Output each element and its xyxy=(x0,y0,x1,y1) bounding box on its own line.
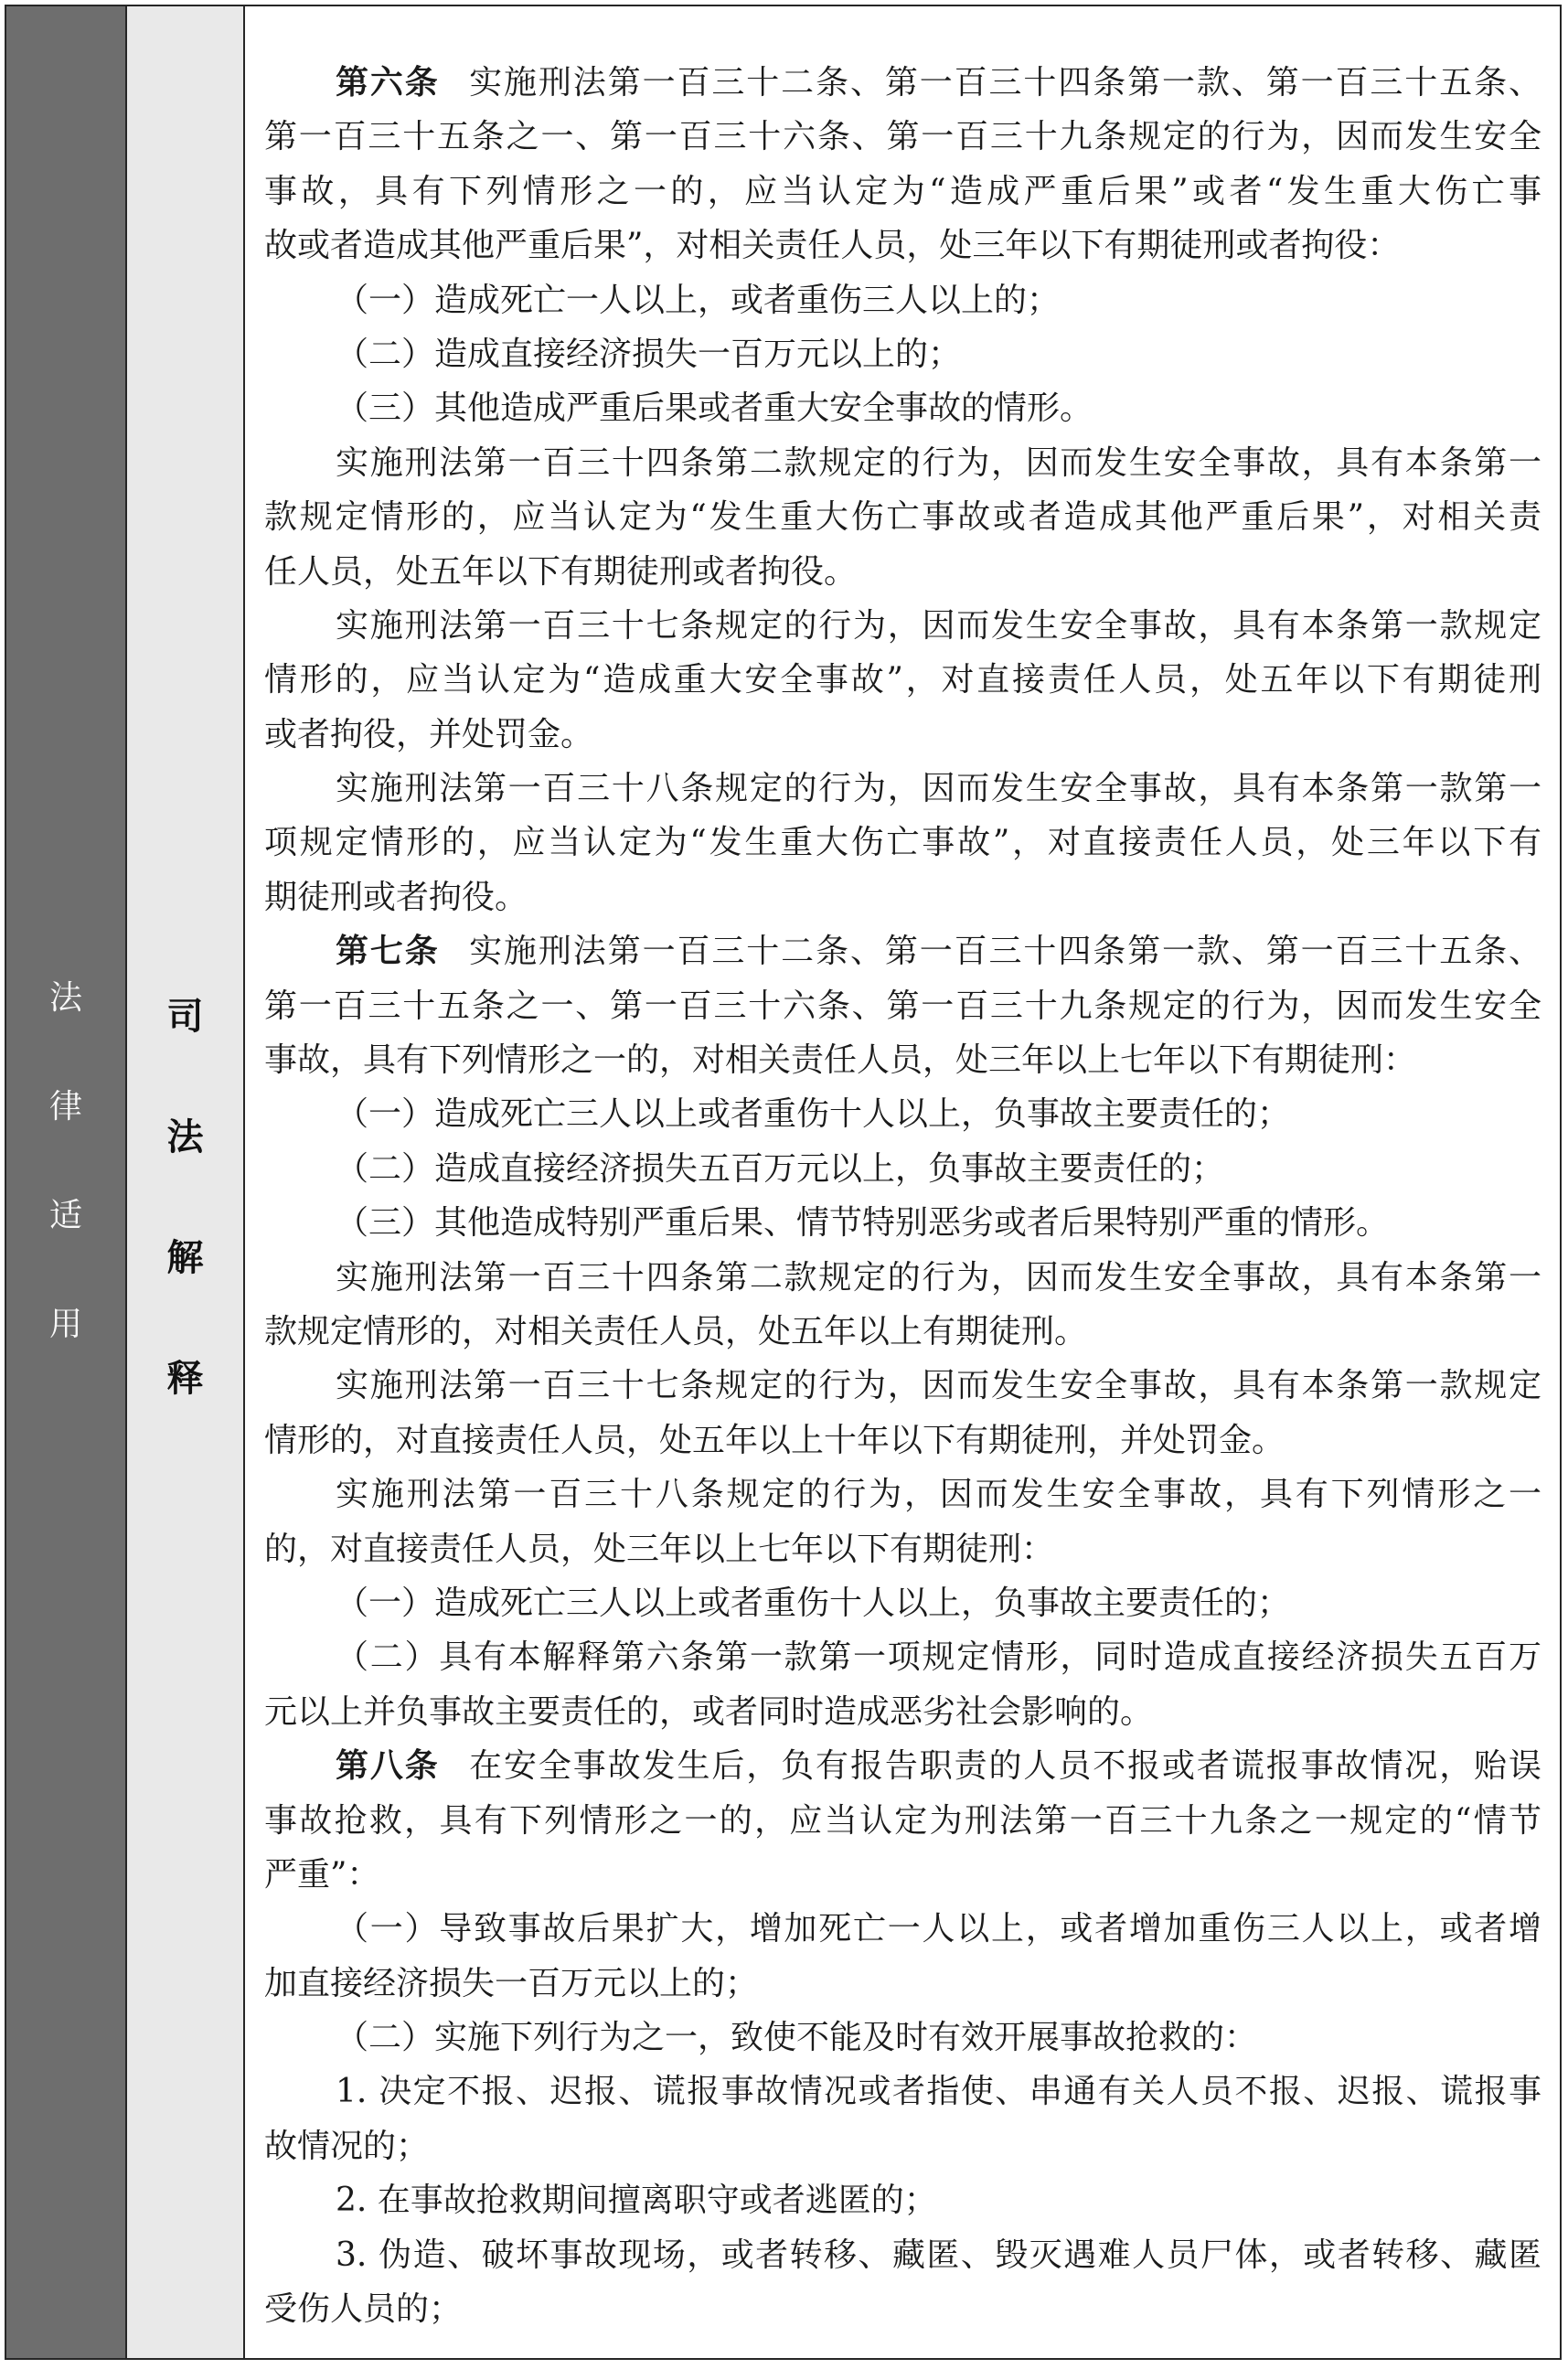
text-line: （二）造成直接经济损失五百万元以上，负事故主要责任的； xyxy=(336,1149,1225,1188)
law-table xyxy=(5,5,1562,2360)
paragraph xyxy=(264,327,1541,381)
paragraph xyxy=(264,273,1541,327)
text-line: 实施刑法第一百三十七条规定的行为，因而发生安全事故，具有本条第一款规定 xyxy=(336,606,1541,645)
paragraph xyxy=(264,1576,1541,1630)
text-line: （二）具有本解释第六条第一款第一项规定情形，同时造成直接经济损失五百万 xyxy=(336,1638,1541,1677)
text-line: （一）造成死亡三人以上或者重伤十人以上，负事故主要责任的； xyxy=(336,1584,1291,1622)
text-line: （一）造成死亡三人以上或者重伤十人以上，负事故主要责任的； xyxy=(336,1095,1291,1134)
text-line: 款规定情形的，对相关责任人员，处五年以上有期徒刑。 xyxy=(264,1312,1088,1350)
text-line: 2. 在事故抢救期间擅离职守或者逃匿的； xyxy=(336,2182,937,2220)
text-line: 的，对直接责任人员，处三年以上七年以下有期徒刑： xyxy=(264,1530,1055,1568)
text-line: （三）其他造成特别严重后果、情节特别恶劣或者后果特别严重的情形。 xyxy=(336,1204,1390,1243)
paragraph xyxy=(264,436,1541,599)
paragraph xyxy=(264,1630,1541,1739)
text-line: 1. 决定不报、迟报、谎报事故情况或者指使、串通有关人员不报、迟报、谎报事 xyxy=(336,2073,1541,2111)
paragraph xyxy=(264,1902,1541,2011)
text-line: 实施刑法第一百三十四条第二款规定的行为，因而发生安全事故，具有本条第一 xyxy=(336,443,1541,482)
paragraph xyxy=(264,1087,1541,1141)
text-line: 严重”： xyxy=(264,1855,380,1894)
text-line: （一）造成死亡一人以上，或者重伤三人以上的； xyxy=(336,281,1061,319)
paragraph xyxy=(264,1196,1541,1250)
article-paragraph xyxy=(264,924,1541,1087)
category-column xyxy=(6,6,125,2358)
interpretation-text xyxy=(264,56,1541,2336)
paragraph xyxy=(264,2228,1541,2337)
text-line: 实施刑法第一百三十四条第二款规定的行为，因而发生安全事故，具有本条第一 xyxy=(336,1258,1541,1297)
text-line: 情形的，对直接责任人员，处五年以上十年以下有期徒刑，并处罚金。 xyxy=(264,1421,1285,1459)
content-column xyxy=(245,6,1560,2358)
text-line: 任人员，处五年以下有期徒刑或者拘役。 xyxy=(264,552,858,591)
text-line: 事故抢救，具有下列情形之一的，应当认定为刑法第一百三十九条之一规定的“情节 xyxy=(264,1801,1541,1840)
text-line xyxy=(264,924,1541,978)
article-number: 第八条 xyxy=(336,1747,440,1786)
text-line: 情形的，应当认定为“造成重大安全事故”，对直接责任人员，处五年以下有期徒刑 xyxy=(264,661,1541,699)
line-text: 实施刑法第一百三十二条、第一百三十四条第一款、第一百三十五条、 xyxy=(469,64,1541,101)
paragraph xyxy=(264,762,1541,924)
text-line: 实施刑法第一百三十八条规定的行为，因而发生安全事故，具有本条第一款第一 xyxy=(336,770,1541,808)
text-line: 第一百三十五条之一、第一百三十六条、第一百三十九条规定的行为，因而发生安全 xyxy=(264,987,1541,1025)
paragraph xyxy=(264,1467,1541,1576)
text-line: 第一百三十五条之一、第一百三十六条、第一百三十九条规定的行为，因而发生安全 xyxy=(264,118,1541,156)
text-line: 实施刑法第一百三十七条规定的行为，因而发生安全事故，具有本条第一款规定 xyxy=(336,1367,1541,1405)
text-line: （三）其他造成严重后果或者重大安全事故的情形。 xyxy=(336,389,1093,428)
article-paragraph xyxy=(264,1739,1541,1902)
paragraph xyxy=(264,2173,1541,2227)
text-line xyxy=(264,1739,1541,1793)
article-number: 第七条 xyxy=(336,933,440,971)
text-line: 期徒刑或者拘役。 xyxy=(264,878,528,916)
article-paragraph xyxy=(264,56,1541,273)
text-line: 受伤人员的； xyxy=(264,2290,463,2329)
text-line: 实施刑法第一百三十八条规定的行为，因而发生安全事故，具有下列情形之一 xyxy=(336,1476,1541,1514)
paragraph xyxy=(264,381,1541,435)
text-line: 项规定情形的，应当认定为“发生重大伤亡事故”，对直接责任人员，处三年以下有 xyxy=(264,824,1541,862)
text-line: 故或者造成其他严重后果”，对相关责任人员，处三年以下有期徒刑或者拘役： xyxy=(264,227,1401,265)
text-line: （二）造成直接经济损失一百万元以上的； xyxy=(336,335,962,373)
paragraph xyxy=(264,2011,1541,2065)
text-line: 款规定情形的，应当认定为“发生重大伤亡事故或者造成其他严重后果”，对相关责 xyxy=(264,498,1541,537)
text-line xyxy=(264,56,1541,110)
text-line: 或者拘役，并处罚金。 xyxy=(264,715,594,753)
paragraph xyxy=(264,1359,1541,1467)
text-line: 3. 伪造、破坏事故现场，或者转移、藏匿、毁灭遇难人员尸体，或者转移、藏匿 xyxy=(336,2236,1541,2274)
text-line: （二）实施下列行为之一，致使不能及时有效开展事故抢救的： xyxy=(336,2019,1258,2057)
text-line: 加直接经济损失一百万元以上的； xyxy=(264,1964,759,2002)
paragraph xyxy=(264,1251,1541,1360)
paragraph xyxy=(264,2065,1541,2173)
paragraph xyxy=(264,599,1541,762)
text-line: 元以上并负事故主要责任的，或者同时造成恶劣社会影响的。 xyxy=(264,1692,1154,1731)
subcategory-label: 司法解释 xyxy=(166,996,204,1400)
article-number: 第六条 xyxy=(336,64,440,101)
text-line: 故情况的； xyxy=(264,2127,430,2165)
line-text: 实施刑法第一百三十二条、第一百三十四条第一款、第一百三十五条、 xyxy=(469,933,1541,971)
subcategory-column xyxy=(125,6,245,2358)
category-label: 法律适用 xyxy=(48,979,82,1343)
text-line: （一）导致事故后果扩大，增加死亡一人以上，或者增加重伤三人以上，或者增 xyxy=(336,1910,1541,1948)
line-text: 在安全事故发生后，负有报告职责的人员不报或者谎报事故情况，贻误 xyxy=(469,1747,1541,1786)
text-line: 事故，具有下列情形之一的，应当认定为“造成严重后果”或者“发生重大伤亡事 xyxy=(264,172,1541,210)
text-line: 事故，具有下列情形之一的，对相关责任人员，处三年以上七年以下有期徒刑： xyxy=(264,1041,1417,1080)
paragraph xyxy=(264,1142,1541,1196)
